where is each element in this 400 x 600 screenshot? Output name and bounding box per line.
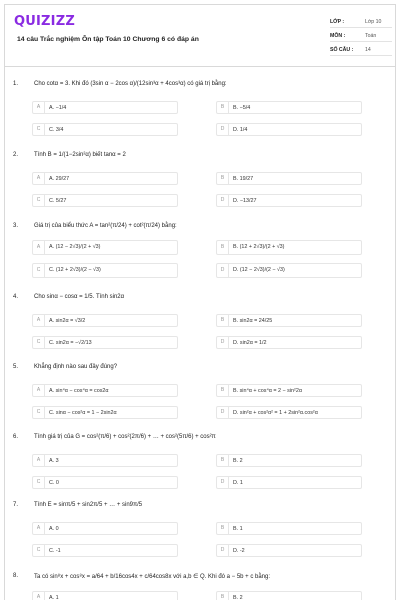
option-text: C. sinα − cos²α = 1 − 2sin2α (49, 410, 117, 416)
option-text: B. sin⁴α + cos⁴α = 2 − sin²2α (233, 388, 302, 394)
question-text: Khẳng định nào sau đây đúng? (34, 364, 118, 370)
option-letter: D (217, 545, 229, 556)
option-text: D. −13/27 (233, 198, 257, 204)
option-c[interactable] (32, 336, 178, 349)
meta-class-value: Lớp 10 (365, 19, 382, 25)
option-text: A. 1 (49, 595, 59, 600)
question-number: 5. (13, 364, 19, 370)
option-letter: C (33, 195, 45, 206)
option-d[interactable] (216, 123, 362, 136)
option-text: D. (12 − 2√3)/(2 − √3) (233, 267, 285, 273)
option-letter: C (33, 264, 45, 277)
meta-class (330, 17, 392, 28)
option-a[interactable] (32, 591, 178, 600)
question-number: 4. (13, 294, 19, 300)
option-a[interactable] (32, 172, 178, 185)
option-letter: D (217, 337, 229, 348)
option-text: A. −1/4 (49, 105, 67, 111)
option-text: B. 1 (233, 526, 243, 532)
option-d[interactable] (216, 336, 362, 349)
option-letter: B (217, 315, 229, 326)
option-letter: C (33, 477, 45, 488)
option-text: B. (12 + 2√3)/(2 + √3) (233, 244, 285, 250)
option-c[interactable] (32, 406, 178, 419)
question-text: Tính B = 1/(1−2sin²α) biết tanα = 2 (34, 152, 126, 158)
option-letter: D (217, 195, 229, 206)
option-letter: C (33, 124, 45, 135)
option-b[interactable] (216, 522, 362, 535)
option-text: C. 5/27 (49, 198, 67, 204)
option-c[interactable] (32, 476, 178, 489)
option-d[interactable] (216, 263, 362, 278)
option-c[interactable] (32, 194, 178, 207)
page-title: 14 câu Trắc nghiệm Ôn tập Toán 10 Chương 6 có đáp án (17, 36, 199, 43)
question-number: 2. (13, 152, 19, 158)
quiz-sheet (4, 4, 396, 600)
meta-subject-label: MÔN : (330, 33, 346, 39)
question-text: Tính giá trị của G = cos²(π/6) + cos²(2π/6) + … + cos²(5π/6) + cos²π (34, 434, 216, 440)
option-b[interactable] (216, 172, 362, 185)
option-text: B. −5/4 (233, 105, 251, 111)
question-number: 6. (13, 434, 19, 440)
question-text: Cho cotα = 3. Khi đó (3sin α − 2cos α)/(12sin³α + 4cos³α) có giá trị bằng: (34, 81, 227, 87)
option-b[interactable] (216, 314, 362, 327)
question-number: 1. (13, 81, 19, 87)
option-text: A. sin2α = √3/2 (49, 318, 86, 324)
option-text: D. sin²α + cos²α² = 1 + 2sin²α.cos²α (233, 410, 318, 416)
option-text: B. 2 (233, 595, 243, 600)
option-letter: B (217, 102, 229, 113)
meta-count-label: SỐ CÂU : (330, 47, 354, 53)
option-c[interactable] (32, 544, 178, 557)
option-text: C. (12 + 2√3)/(2 − √3) (49, 267, 101, 273)
option-text: A. sin⁴α − cos⁴α = cos2α (49, 388, 109, 394)
meta-subject-value: Toán (365, 33, 377, 39)
option-letter: A (33, 315, 45, 326)
brand-logo: QUIZIZZ (14, 14, 75, 29)
question-text: Tính E = sinπ/5 + sin2π/5 + … + sin9π/5 (34, 502, 143, 508)
option-text: A. 29/27 (49, 176, 70, 182)
question-number: 3. (13, 223, 19, 229)
option-a[interactable] (32, 314, 178, 327)
option-d[interactable] (216, 406, 362, 419)
option-b[interactable] (216, 101, 362, 114)
question-text: Cho sinα − cosα = 1/5. Tính sin2α (34, 294, 125, 300)
option-letter: B (217, 385, 229, 396)
option-b[interactable] (216, 384, 362, 397)
option-letter: C (33, 407, 45, 418)
option-letter: B (217, 455, 229, 466)
option-letter: B (217, 173, 229, 184)
option-letter: B (217, 241, 229, 254)
meta-subject (330, 31, 392, 42)
option-a[interactable] (32, 240, 178, 255)
option-letter: D (217, 407, 229, 418)
question-number: 8. (13, 573, 19, 579)
option-letter: D (217, 477, 229, 488)
option-letter: A (33, 241, 45, 254)
option-letter: C (33, 545, 45, 556)
option-letter: A (33, 173, 45, 184)
option-text: D. -2 (233, 548, 245, 554)
option-letter: A (33, 102, 45, 113)
option-c[interactable] (32, 123, 178, 136)
option-b[interactable] (216, 454, 362, 467)
option-a[interactable] (32, 522, 178, 535)
option-letter: A (33, 455, 45, 466)
option-text: B. 19/27 (233, 176, 254, 182)
option-b[interactable] (216, 240, 362, 255)
option-text: C. 0 (49, 480, 59, 486)
header (5, 5, 395, 67)
option-text: C. -1 (49, 548, 61, 554)
option-a[interactable] (32, 454, 178, 467)
option-text: A. 0 (49, 526, 59, 532)
option-letter: D (217, 124, 229, 135)
question-text: Giá trị của biểu thức A = tan²(π/24) + cot²(π/24) bằng: (34, 223, 177, 229)
option-text: A. (12 − 2√3)/(2 + √3) (49, 244, 101, 250)
option-text: A. 3 (49, 458, 59, 464)
option-b[interactable] (216, 591, 362, 600)
meta-count-value: 14 (365, 47, 371, 53)
option-letter: A (33, 592, 45, 600)
option-letter: B (217, 592, 229, 600)
option-a[interactable] (32, 101, 178, 114)
option-c[interactable] (32, 263, 178, 278)
option-letter: B (217, 523, 229, 534)
option-text: D. sin2α = 1/2 (233, 340, 267, 346)
question-text: Ta có sin⁸x + cos⁸x = a/64 + b/16cos4x + c/64cos8x với a,b ∈ Q. Khi đó a − 5b + c bằng: (34, 574, 271, 580)
option-text: D. 1/4 (233, 127, 248, 133)
option-d[interactable] (216, 544, 362, 557)
option-letter: A (33, 523, 45, 534)
option-text: B. 2 (233, 458, 243, 464)
question-number: 7. (13, 502, 19, 508)
option-letter: D (217, 264, 229, 277)
option-a[interactable] (32, 384, 178, 397)
meta-class-label: LỚP : (330, 19, 345, 25)
option-text: C. 3/4 (49, 127, 64, 133)
option-letter: A (33, 385, 45, 396)
option-text: B. sin2α = 24/25 (233, 318, 273, 324)
meta-count (330, 45, 392, 56)
option-d[interactable] (216, 194, 362, 207)
option-text: C. sin2α = −√2/13 (49, 340, 92, 346)
option-d[interactable] (216, 476, 362, 489)
option-text: D. 1 (233, 480, 243, 486)
option-letter: C (33, 337, 45, 348)
